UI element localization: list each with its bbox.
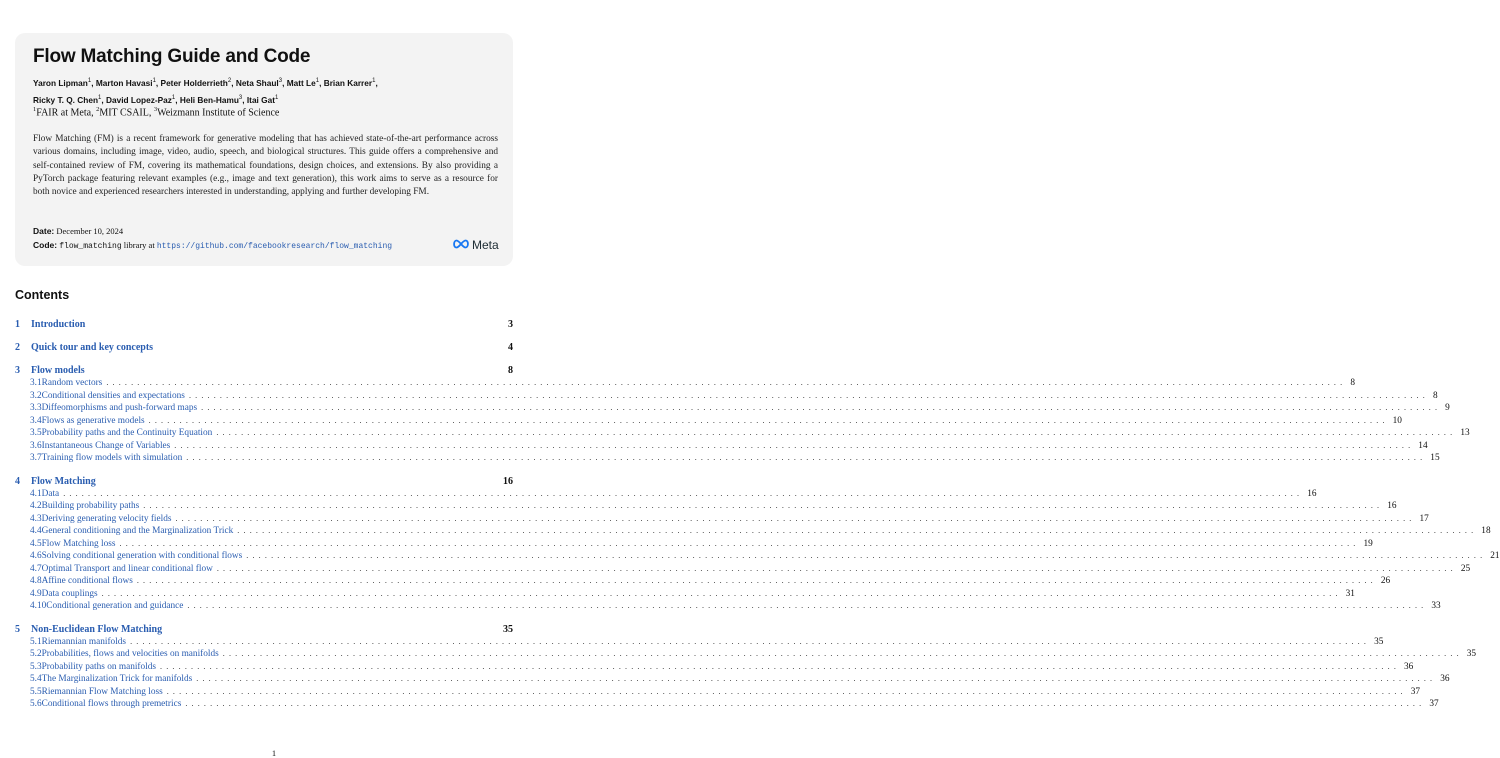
toc-page-number: 16	[1387, 501, 1397, 511]
toc-entry-title[interactable]: Riemannian manifolds	[41, 636, 127, 647]
toc-entry-number: 5.4	[30, 674, 42, 684]
toc-page-number: 14	[1418, 440, 1428, 451]
toc-entry-title[interactable]: Training flow models with simulation	[41, 453, 183, 463]
affiliations: $^1$FAIR at Meta, $^2$MIT CSAIL, $^3$Weizmann Institute of Science	[33, 106, 280, 119]
affiliation-name: Weizmann Institute of Science	[157, 107, 280, 119]
toc-dot-leader: ........................................................................................................................................................................................................	[237, 526, 1478, 535]
toc-subsection-entry[interactable]	[15, 674, 1450, 687]
date-value: December 10, 2024	[56, 226, 124, 236]
toc-dot-leader: ........................................................................................................................................................................................................	[188, 390, 1429, 400]
toc-entry-number: 4.1	[30, 488, 42, 499]
toc-entry-title[interactable]: Quick tour and key concepts	[31, 342, 154, 353]
toc-entry-number: 3.3	[30, 403, 42, 413]
toc-entry-title[interactable]: Instantaneous Change of Variables	[41, 440, 171, 451]
toc-dot-leader: ........................................................................................................................................................................................................	[101, 588, 1342, 598]
toc-dot-leader: ........................................................................................................................................................................................................	[166, 686, 1407, 696]
toc-entry-title[interactable]: Conditional generation and guidance	[46, 601, 184, 611]
toc-entry-number: 4.5	[30, 538, 42, 549]
toc-entry-title[interactable]: Deriving generating velocity fields	[41, 513, 172, 524]
toc-entry-title[interactable]: Data	[41, 488, 60, 499]
toc-entry-title[interactable]: Random vectors	[41, 378, 103, 388]
toc-subsection-entry[interactable]	[15, 526, 1491, 539]
toc-entry-number: 3.7	[30, 453, 42, 463]
toc-dot-leader: ........................................................................................................................................................................................................	[160, 661, 1401, 671]
toc-entry-title[interactable]: Conditional densities and expectations	[41, 390, 185, 401]
author-name: Ricky T. Q. Chen$^1$	[33, 94, 102, 105]
toc-entry-number: 4.3	[30, 513, 42, 524]
toc-page-number: 35	[1466, 649, 1477, 659]
toc-page-number: 4	[508, 342, 513, 353]
toc-entry-title[interactable]: Introduction	[31, 319, 86, 330]
toc-page-number: 36	[1404, 661, 1414, 672]
author-name: Matt Le$^1$	[286, 77, 320, 88]
toc-entry-number: 4.2	[30, 501, 42, 511]
toc-page-number: 18	[1481, 526, 1491, 536]
toc-dot-leader: ........................................................................................................................................................................................................	[201, 403, 1442, 412]
toc-subsection-entry[interactable]	[15, 378, 1355, 391]
toc-entry-number: 5.3	[30, 661, 42, 672]
toc-dot-leader: ........................................................................................................................................................................................................	[185, 699, 1426, 708]
toc-subsection-entry[interactable]	[15, 661, 1414, 675]
toc-subsection-entry[interactable]	[15, 538, 1373, 552]
toc-dot-leader: ........................................................................................................................................................................................................	[186, 453, 1427, 462]
toc-entry-title[interactable]: Flow Matching	[31, 475, 96, 487]
toc-dot-leader: ........................................................................................................................................................................................................	[174, 440, 1415, 450]
toc-page-number: 15	[1430, 453, 1440, 463]
toc-dot-leader: ........................................................................................................................................................................................................	[175, 513, 1416, 523]
toc-page-number: 16	[503, 475, 513, 487]
date-line	[33, 226, 123, 236]
toc-dot-leader: ........................................................................................................................................................................................................	[106, 378, 1347, 387]
author-name: Marton Havasi$^1$	[95, 77, 156, 88]
toc-entry-title[interactable]: The Marginalization Trick for manifolds	[41, 674, 193, 684]
toc-entry-number: 5.5	[30, 686, 42, 697]
toc-page-number: 8	[508, 365, 513, 376]
toc-page-number: 35	[503, 623, 513, 635]
toc-page-number: 9	[1445, 403, 1450, 413]
contents-heading: Contents	[15, 288, 70, 302]
toc-entry-number: 4.8	[30, 576, 42, 586]
toc-section-entry[interactable]	[15, 319, 513, 332]
toc-entry-title[interactable]: General conditioning and the Marginalization Trick	[41, 526, 234, 536]
toc-dot-leader: ........................................................................................................................................................................................................	[196, 674, 1437, 683]
toc-subsection-entry[interactable]	[15, 686, 1421, 700]
toc-subsection-entry[interactable]	[15, 563, 1471, 577]
toc-entry-number: 5.1	[30, 636, 42, 647]
toc-entry-title[interactable]: Flows as generative models	[41, 415, 145, 426]
code-library: flow_matching	[59, 242, 122, 251]
author-name: Heli Ben-Hamu$^3$	[179, 94, 243, 105]
author-name: Peter Holderrieth$^2$	[160, 77, 232, 88]
toc-page-number: 37	[1429, 699, 1439, 709]
toc-entry-number: 4.4	[30, 526, 42, 536]
author-list: Yaron Lipman$^1$, Marton Havasi$^1$, Peter Holderrieth$^2$, Neta Shaul$^3$, Matt Le$^1$, Brian Karrer$^1$, Ricky T. Q. Chen$^1$, David Lopez-Paz$^1$, Heli Ben-Hamu$^3$, Itai Gat$^1$	[33, 77, 378, 105]
toc-page-number: 8	[1432, 390, 1438, 401]
toc-subsection-entry[interactable]	[15, 440, 1428, 454]
toc-subsection-entry[interactable]	[15, 649, 1477, 662]
toc-entry-title[interactable]: Probability paths on manifolds	[41, 661, 157, 672]
toc-page-number: 17	[1419, 513, 1429, 524]
toc-dot-leader: ........................................................................................................................................................................................................	[246, 551, 1487, 560]
toc-subsection-entry[interactable]	[15, 551, 1500, 564]
toc-entry-number: 3.2	[30, 390, 42, 401]
toc-page-number: 36	[1440, 674, 1450, 684]
toc-page-number: 35	[1374, 636, 1384, 647]
toc-entry-number: 3	[15, 365, 20, 376]
code-line	[33, 240, 392, 251]
toc-entry-number: 3.1	[30, 378, 42, 388]
toc-page-number: 16	[1307, 488, 1317, 499]
toc-subsection-entry[interactable]	[15, 390, 1438, 404]
toc-subsection-entry[interactable]	[15, 403, 1450, 416]
toc-entry-number: 4.9	[30, 588, 42, 599]
author-name: David Lopez-Paz$^1$	[105, 94, 176, 105]
author-name: Yaron Lipman$^1$	[33, 77, 92, 88]
toc-entry-number: 3.5	[30, 428, 42, 438]
toc-page-number: 19	[1363, 538, 1373, 549]
page-number: 1	[271, 748, 277, 758]
date-label: Date:	[33, 226, 55, 236]
toc-entry-number: 2	[15, 342, 20, 353]
toc-entry-number: 3.4	[30, 415, 42, 426]
toc-dot-leader: ........................................................................................................................................................................................................	[216, 428, 1457, 437]
author-name: Brian Karrer$^1$	[323, 77, 376, 88]
toc-dot-leader: ........................................................................................................................................................................................................	[143, 501, 1384, 510]
paper-title: Flow Matching Guide and Code	[33, 46, 311, 67]
author-name: Neta Shaul$^3$	[235, 77, 283, 88]
toc-dot-leader: ........................................................................................................................................................................................................	[136, 576, 1377, 585]
toc-subsection-entry[interactable]	[15, 636, 1384, 650]
toc-page-number: 25	[1460, 563, 1471, 574]
author-name: Itai Gat$^1$	[246, 94, 279, 105]
toc-subsection-entry[interactable]	[15, 501, 1397, 514]
toc-section-entry[interactable]	[15, 365, 513, 378]
toc-page-number: 10	[1392, 415, 1402, 426]
toc-entry-title[interactable]: Flow Matching loss	[41, 538, 116, 549]
toc-entry-title[interactable]: Diffeomorphisms and push-forward maps	[41, 403, 198, 413]
abstract: Flow Matching (FM) is a recent framework for generative modeling that has achieved state-of-the-art performance across various domains, including image, video, audio, speech, and biological structures. This guide offers a comprehensive and self-contained review of FM, covering its mathematical foundations, design choices, and extensions. By also providing a PyTorch package featuring relevant examples (e.g., image and text generation), this work aims to serve as a resource for both novice and experienced researchers interested in understanding, applying and further developing FM.	[33, 134, 498, 198]
toc-subsection-entry[interactable]	[15, 453, 1440, 466]
toc-subsection-entry[interactable]	[15, 588, 1355, 602]
toc-entry-title[interactable]: Data couplings	[41, 588, 98, 599]
toc-page-number: 3	[508, 319, 513, 330]
toc-entry-title[interactable]: Affine conditional flows	[41, 576, 133, 586]
toc-entry-title[interactable]: Probability paths and the Continuity Equation	[41, 428, 213, 438]
toc-entry-number: 4	[15, 475, 20, 487]
affiliation-name: FAIR at Meta	[36, 107, 92, 119]
toc-entry-number: 5.2	[30, 649, 42, 659]
toc-subsection-entry[interactable]	[15, 428, 1470, 441]
toc-entry-number: 4.10	[30, 601, 47, 611]
toc-page-number: 31	[1345, 588, 1355, 599]
toc-section-entry[interactable]	[15, 624, 513, 637]
toc-entry-number: 4.6	[30, 551, 42, 561]
toc-entry-title[interactable]: Flow models	[31, 365, 85, 376]
toc-subsection-entry[interactable]	[15, 415, 1402, 429]
code-label: Code:	[33, 240, 58, 250]
toc-dot-leader: ........................................................................................................................................................................................................	[119, 538, 1360, 548]
toc-page-number: 37	[1410, 686, 1421, 697]
toc-entry-title[interactable]: Building probability paths	[41, 501, 140, 511]
affiliation-name: MIT CSAIL	[99, 107, 149, 119]
toc-dot-leader: ........................................................................................................................................................................................................	[63, 488, 1304, 498]
toc-subsection-entry[interactable]	[15, 699, 1439, 712]
toc-entry-title[interactable]: Non-Euclidean Flow Matching	[31, 623, 163, 635]
toc-entry-number: 5	[15, 623, 20, 635]
toc-entry-number: 3.6	[30, 440, 42, 451]
toc-entry-title[interactable]: Solving conditional generation with conditional flows	[41, 551, 243, 561]
toc-entry-title[interactable]: Probabilities, flows and velocities on manifolds	[41, 649, 219, 659]
toc-dot-leader: ........................................................................................................................................................................................................	[216, 563, 1457, 573]
meta-logo	[452, 238, 499, 252]
toc-dot-leader: ........................................................................................................................................................................................................	[187, 601, 1428, 610]
toc-page-number: 8	[1350, 378, 1355, 388]
toc-section-entry[interactable]	[15, 342, 513, 355]
toc-subsection-entry[interactable]	[15, 488, 1317, 502]
toc-entry-title[interactable]: Optimal Transport and linear conditional flow	[41, 563, 213, 574]
toc-entry-number: 5.6	[30, 699, 42, 709]
toc-page-number: 26	[1380, 576, 1391, 586]
toc-subsection-entry[interactable]	[15, 601, 1441, 614]
toc-dot-leader: ........................................................................................................................................................................................................	[222, 649, 1463, 658]
toc-page-number: 13	[1460, 428, 1470, 438]
meta-infinity-icon	[452, 238, 470, 252]
toc-section-entry[interactable]	[15, 476, 513, 489]
toc-entry-number: 4.7	[30, 563, 42, 574]
code-url-link[interactable]: https://github.com/facebookresearch/flow_matching	[156, 242, 393, 251]
toc-entry-title[interactable]: Conditional flows through premetrics	[41, 699, 182, 709]
toc-subsection-entry[interactable]	[15, 513, 1429, 527]
toc-page-number: 33	[1431, 601, 1441, 611]
meta-wordmark: Meta	[472, 238, 499, 252]
code-mid-text: library at	[121, 240, 157, 250]
toc-dot-leader: ........................................................................................................................................................................................................	[130, 636, 1371, 646]
toc-page-number: 21	[1490, 551, 1500, 561]
toc-subsection-entry[interactable]	[15, 576, 1391, 589]
toc-dot-leader: ........................................................................................................................................................................................................	[148, 415, 1389, 425]
toc-entry-number: 1	[15, 319, 20, 330]
toc-entry-title[interactable]: Riemannian Flow Matching loss	[41, 686, 163, 697]
